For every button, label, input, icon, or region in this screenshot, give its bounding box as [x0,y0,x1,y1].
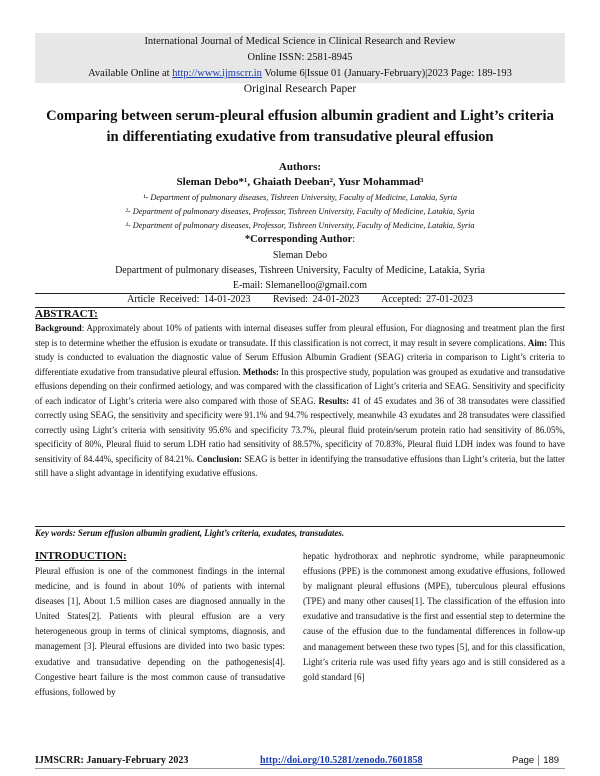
article-dates: Article Received: 14-01-2023 Revised: 24-01-2023 Accepted: 27-01-2023 [127,294,473,305]
footer-journal-issue: IJMSCRR: January-February 2023 [35,755,189,766]
article-type: Original Research Paper [243,83,357,95]
footer-page-number: Page 189 [512,755,560,767]
corresponding-department: Department of pulmonary diseases, Tishreen University, Faculty of Medicine, Latakia, Syria [115,265,485,276]
corresponding-author-label: *Corresponding Author: [244,234,356,245]
availability-line [0,68,600,79]
issn: Online ISSN: 2581-8945 [247,52,353,63]
footer-divider [35,768,565,769]
abstract-body: Background: Approximately about 10% of patients with internal diseases suffer from pleural effusion, For diagnosing and treatment plan the first step is to determine whether the effusion is exudate or transudate. If this classification is not correct, it may result in severe complications. Aim: This study is conducted to evaluation the diagnostic value of Serum Effusion Albumin Gradient (SEAG) criteria in comparison to Light’s criteria to differentiate exudative from transudative pleural effusion. Methods: In this prospective study, population was grouped as exudative and transudative effusions depending on their confirmed aetiology, and was compared with the classification of Light’s criteria and SEAG. Sensitivity and specificity of each indicator of Light’s criteria were also compared with those of SEAG. Results: 41 of 45 exudates and 36 of 38 transudates were classified correctly using SEAG, the sensitivity and specificity were 91.1% and 94.7% respectively, meanwhile 43 exudates and 28 transudates were classified correctly using Light’s criteria with sensitivity 95.6% and specificity 73.7%, pleural fluid protein/serum protein ratio had sensitivity of 86.05%, specificity of 80%, Pleural fluid to serum LDH ratio had sensitivity of 88.57%, specificity of 70.83%, Pleural fluid LDH index was found to have sensitivity of 84.44%, specificity of 84.21%. Conclusion: SEAG is better in identifying the transudative effusions than Light’s criteria, but the latter still have a slight advantage in identifying exudative effusions. [35,323,565,478]
volume-info: Volume 6|Issue 01 (January-February)|2023 Page: 189-193 [264,68,512,79]
keywords: Key words: Serum effusion albumin gradient, Light’s criteria, exudates, transudates. [35,528,345,538]
affiliation-3: ³- Department of pulmonary diseases, Professor, Tishreen University, Faculty of Medicine, Latakia, Syria [125,221,475,230]
corresponding-name: Sleman Debo [272,250,328,261]
paper-title: Comparing between serum-pleural effusion albumin gradient and Light’s criteria in differentiating exudative from transudative pleural effusion [46,108,554,145]
journal-url-link[interactable]: http://www.ijmscrr.in [172,68,262,79]
abstract-heading: ABSTRACT: [35,308,98,320]
journal-name: International Journal of Medical Science in Clinical Research and Review [144,36,456,47]
affiliation-2: ²- Department of pulmonary diseases, Professor, Tishreen University, Faculty of Medicine, Latakia, Syria [125,207,475,216]
divider [35,526,565,527]
introduction-heading: INTRODUCTION: [35,550,127,562]
authors-label: Authors: [278,161,322,173]
affiliation-1: ¹- Department of pulmonary diseases, Tishreen University, Faculty of Medicine, Latakia, Syria [143,193,457,202]
introduction-right-column: hepatic hydrothorax and nephrotic syndrome, while parapneumonic effusions (PPE) is the commonest among exudative effusions, followed by malignant pleural effusions (MPE), tuberculous pleural effusions (TPE) and many other causes[1]. The classification of the effusion into exudative and transudative is the first and essential step to determine the cause of the effusion due to the fundamental differences in follow-up and management between these two types [5], and for this classification, Light’s criteria rule was used fifty years ago and is still considered as a gold standard [6] [303,551,565,682]
introduction-left-column: Pleural effusion is one of the commonest findings in the internal medicine, and is found in about 10% of patients with internal diseases [1], About 1.5 million cases are diagnosed annually in the United States[2]. Patients with pleural effusion are a very heterogeneous group in terms of clinical symptoms, diagnosis, and management [3]. Pleural effusions are divided into two basic types: exudative and transudative depending on the pathogenesis[4]. Congestive heart failure is the most common cause of transudative effusions, followed by [35,566,285,697]
author-list: Sleman Debo*¹, Ghaiath Deeban², Yusr Mohammad³ [176,176,424,188]
corresponding-email: E-mail: Slemanelloo@gmail.com [232,280,368,291]
divider [35,307,565,308]
available-prefix: Available Online at [88,68,170,79]
footer-doi-link[interactable]: http://doi.org/10.5281/zenodo.7601858 [260,755,423,766]
